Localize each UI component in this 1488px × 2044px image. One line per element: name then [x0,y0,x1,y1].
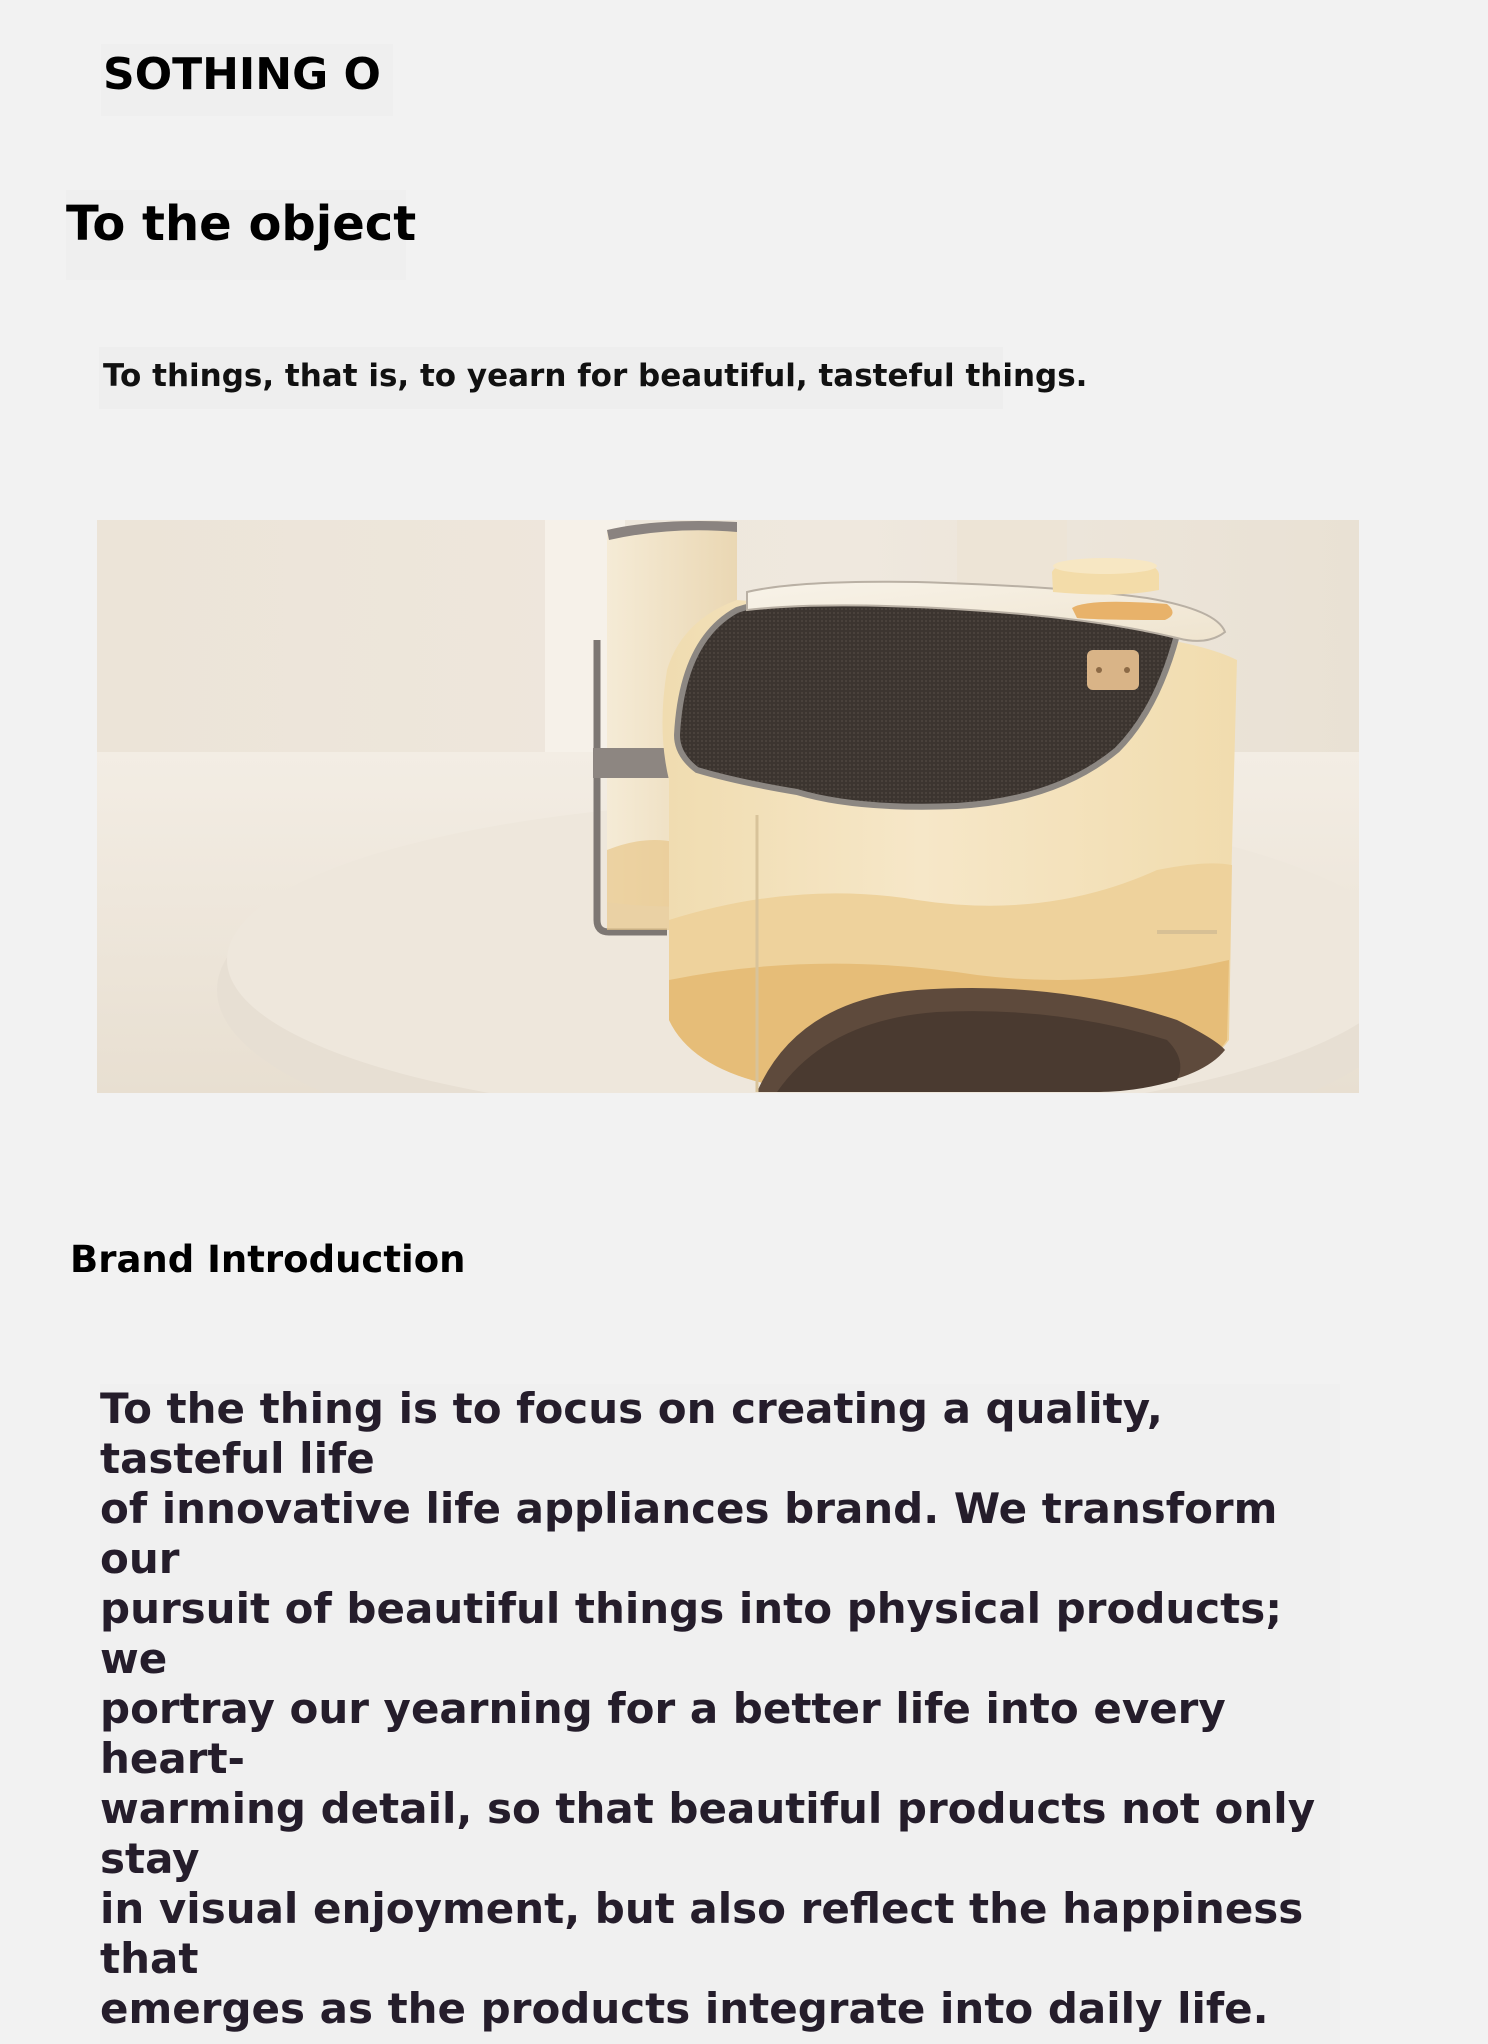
page-tagline: To things, that is, to yearn for beautiful, tasteful things. [99,347,1003,409]
page-headline: To the object [66,190,406,280]
brand-name: SOTHING O [101,44,393,116]
brand-introduction-title: Brand Introduction [70,1238,466,1281]
product-photo-cat-bed-icon [97,520,1359,1093]
hero-product-image [97,520,1359,1093]
brand-introduction-body: To the thing is to focus on creating a quality, tasteful life of innovative life appliances brand. We transform our pursuit of beautiful things into physical products; we portray our yearning for a better life into every heart- warming detail, so that beautiful products not only stay in visual enjoyment, but also reflect the happiness that emerges as the products integrate into daily life. [100,1384,1340,2044]
